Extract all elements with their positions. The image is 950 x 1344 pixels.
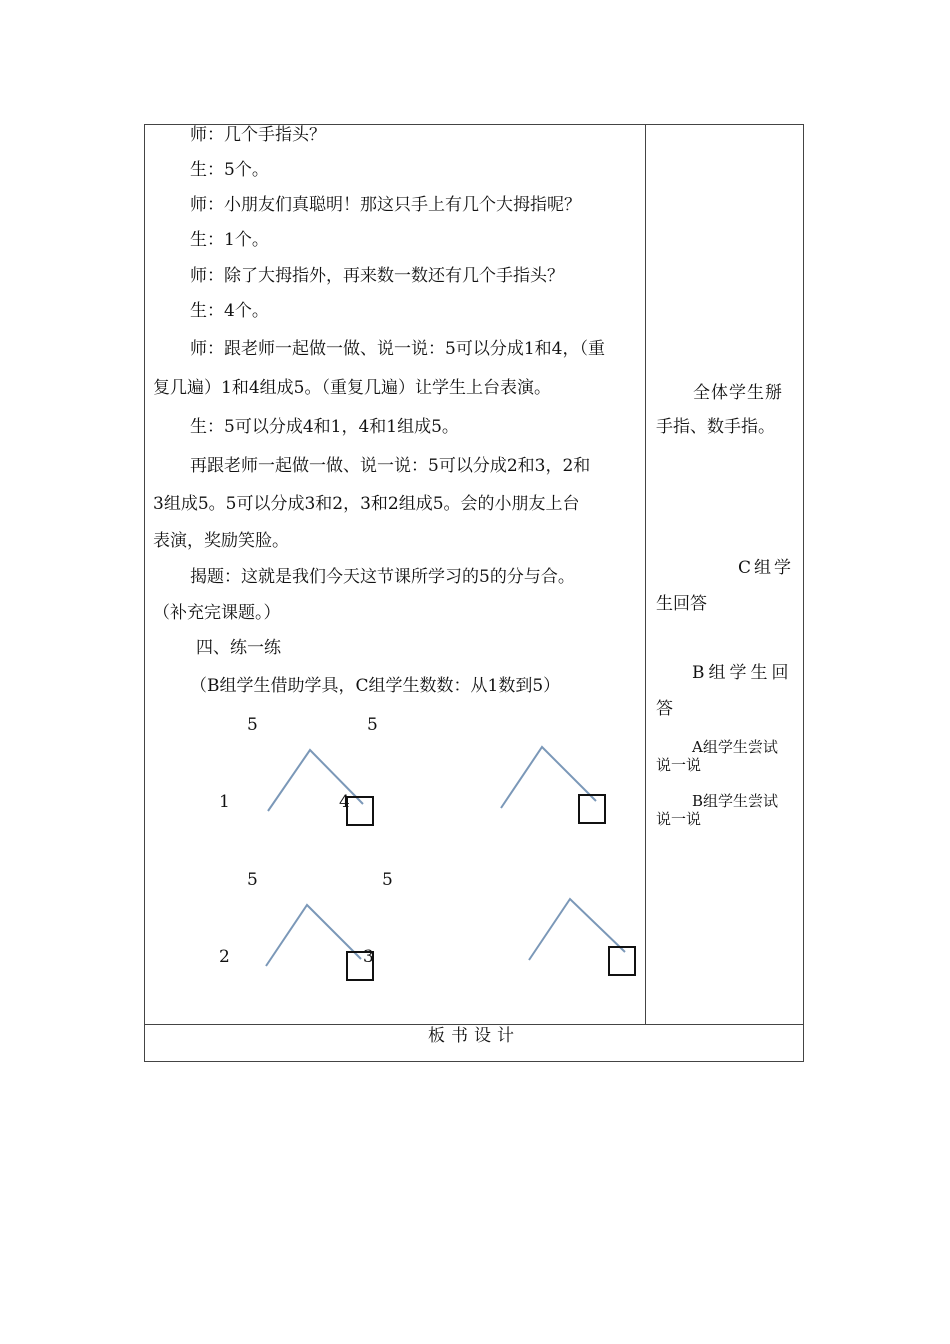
diagram-top-number: 5: [247, 715, 258, 735]
side-note: 生回答: [656, 594, 707, 614]
answer-box[interactable]: [346, 796, 374, 826]
diagram-top-number: 5: [367, 715, 378, 735]
diagram-top-number: 5: [247, 870, 258, 890]
dialogue-line: 师：几个手指头？: [190, 125, 326, 145]
answer-box[interactable]: [608, 946, 636, 976]
dialogue-line: 表演，奖励笑脸。: [153, 531, 289, 551]
side-note: A组学生尝试: [692, 738, 778, 756]
dialogue-line: 生：5可以分成4和1，4和1组成5。: [190, 417, 459, 437]
dialogue-line: 师：跟老师一起做一做、说一说：5可以分成1和4，（重: [190, 339, 605, 359]
dialogue-line: 3组成5。5可以分成3和2，3和2组成5。会的小朋友上台: [153, 494, 580, 514]
diagram-right-number: 3: [363, 947, 374, 967]
side-note: 说一说: [656, 810, 702, 828]
diagram-right-number: 4: [339, 792, 350, 812]
dialogue-line: 师：除了大拇指外，再来数一数还有几个手指头？: [190, 266, 564, 286]
dialogue-line: 生：5个。: [190, 160, 269, 180]
diagram-left-number: 2: [219, 947, 230, 967]
side-note: 全体学生掰: [693, 383, 783, 403]
dialogue-line: 生：1个。: [190, 230, 269, 250]
answer-box[interactable]: [346, 951, 374, 981]
practice-instruction: （B组学生借助学具，C组学生数数：从1数到5）: [190, 676, 561, 696]
side-note: 答: [656, 699, 673, 719]
dialogue-line: 揭题：这就是我们今天这节课所学习的5的分与合。: [190, 567, 575, 587]
diagram-top-number: 5: [382, 870, 393, 890]
dialogue-line: 复几遍）1和4组成5。（重复几遍）让学生上台表演。: [153, 378, 551, 398]
board-design-heading: 板书设计: [428, 1026, 520, 1046]
side-note: B组学生回: [692, 663, 793, 683]
section-heading: 四、练一练: [196, 638, 281, 658]
dialogue-line: 师：小朋友们真聪明！那这只手上有几个大拇指呢？: [190, 195, 581, 215]
side-note: C组学: [738, 558, 795, 578]
diagram-left-number: 1: [219, 792, 230, 812]
answer-box[interactable]: [578, 794, 606, 824]
dialogue-line: （补充完课题。）: [153, 603, 281, 623]
side-note: 说一说: [656, 756, 702, 774]
dialogue-line: 生：4个。: [190, 301, 269, 321]
side-note: B组学生尝试: [692, 792, 779, 810]
side-note: 手指、数手指。: [656, 417, 775, 437]
dialogue-line: 再跟老师一起做一做、说一说：5可以分成2和3，2和: [190, 456, 591, 476]
